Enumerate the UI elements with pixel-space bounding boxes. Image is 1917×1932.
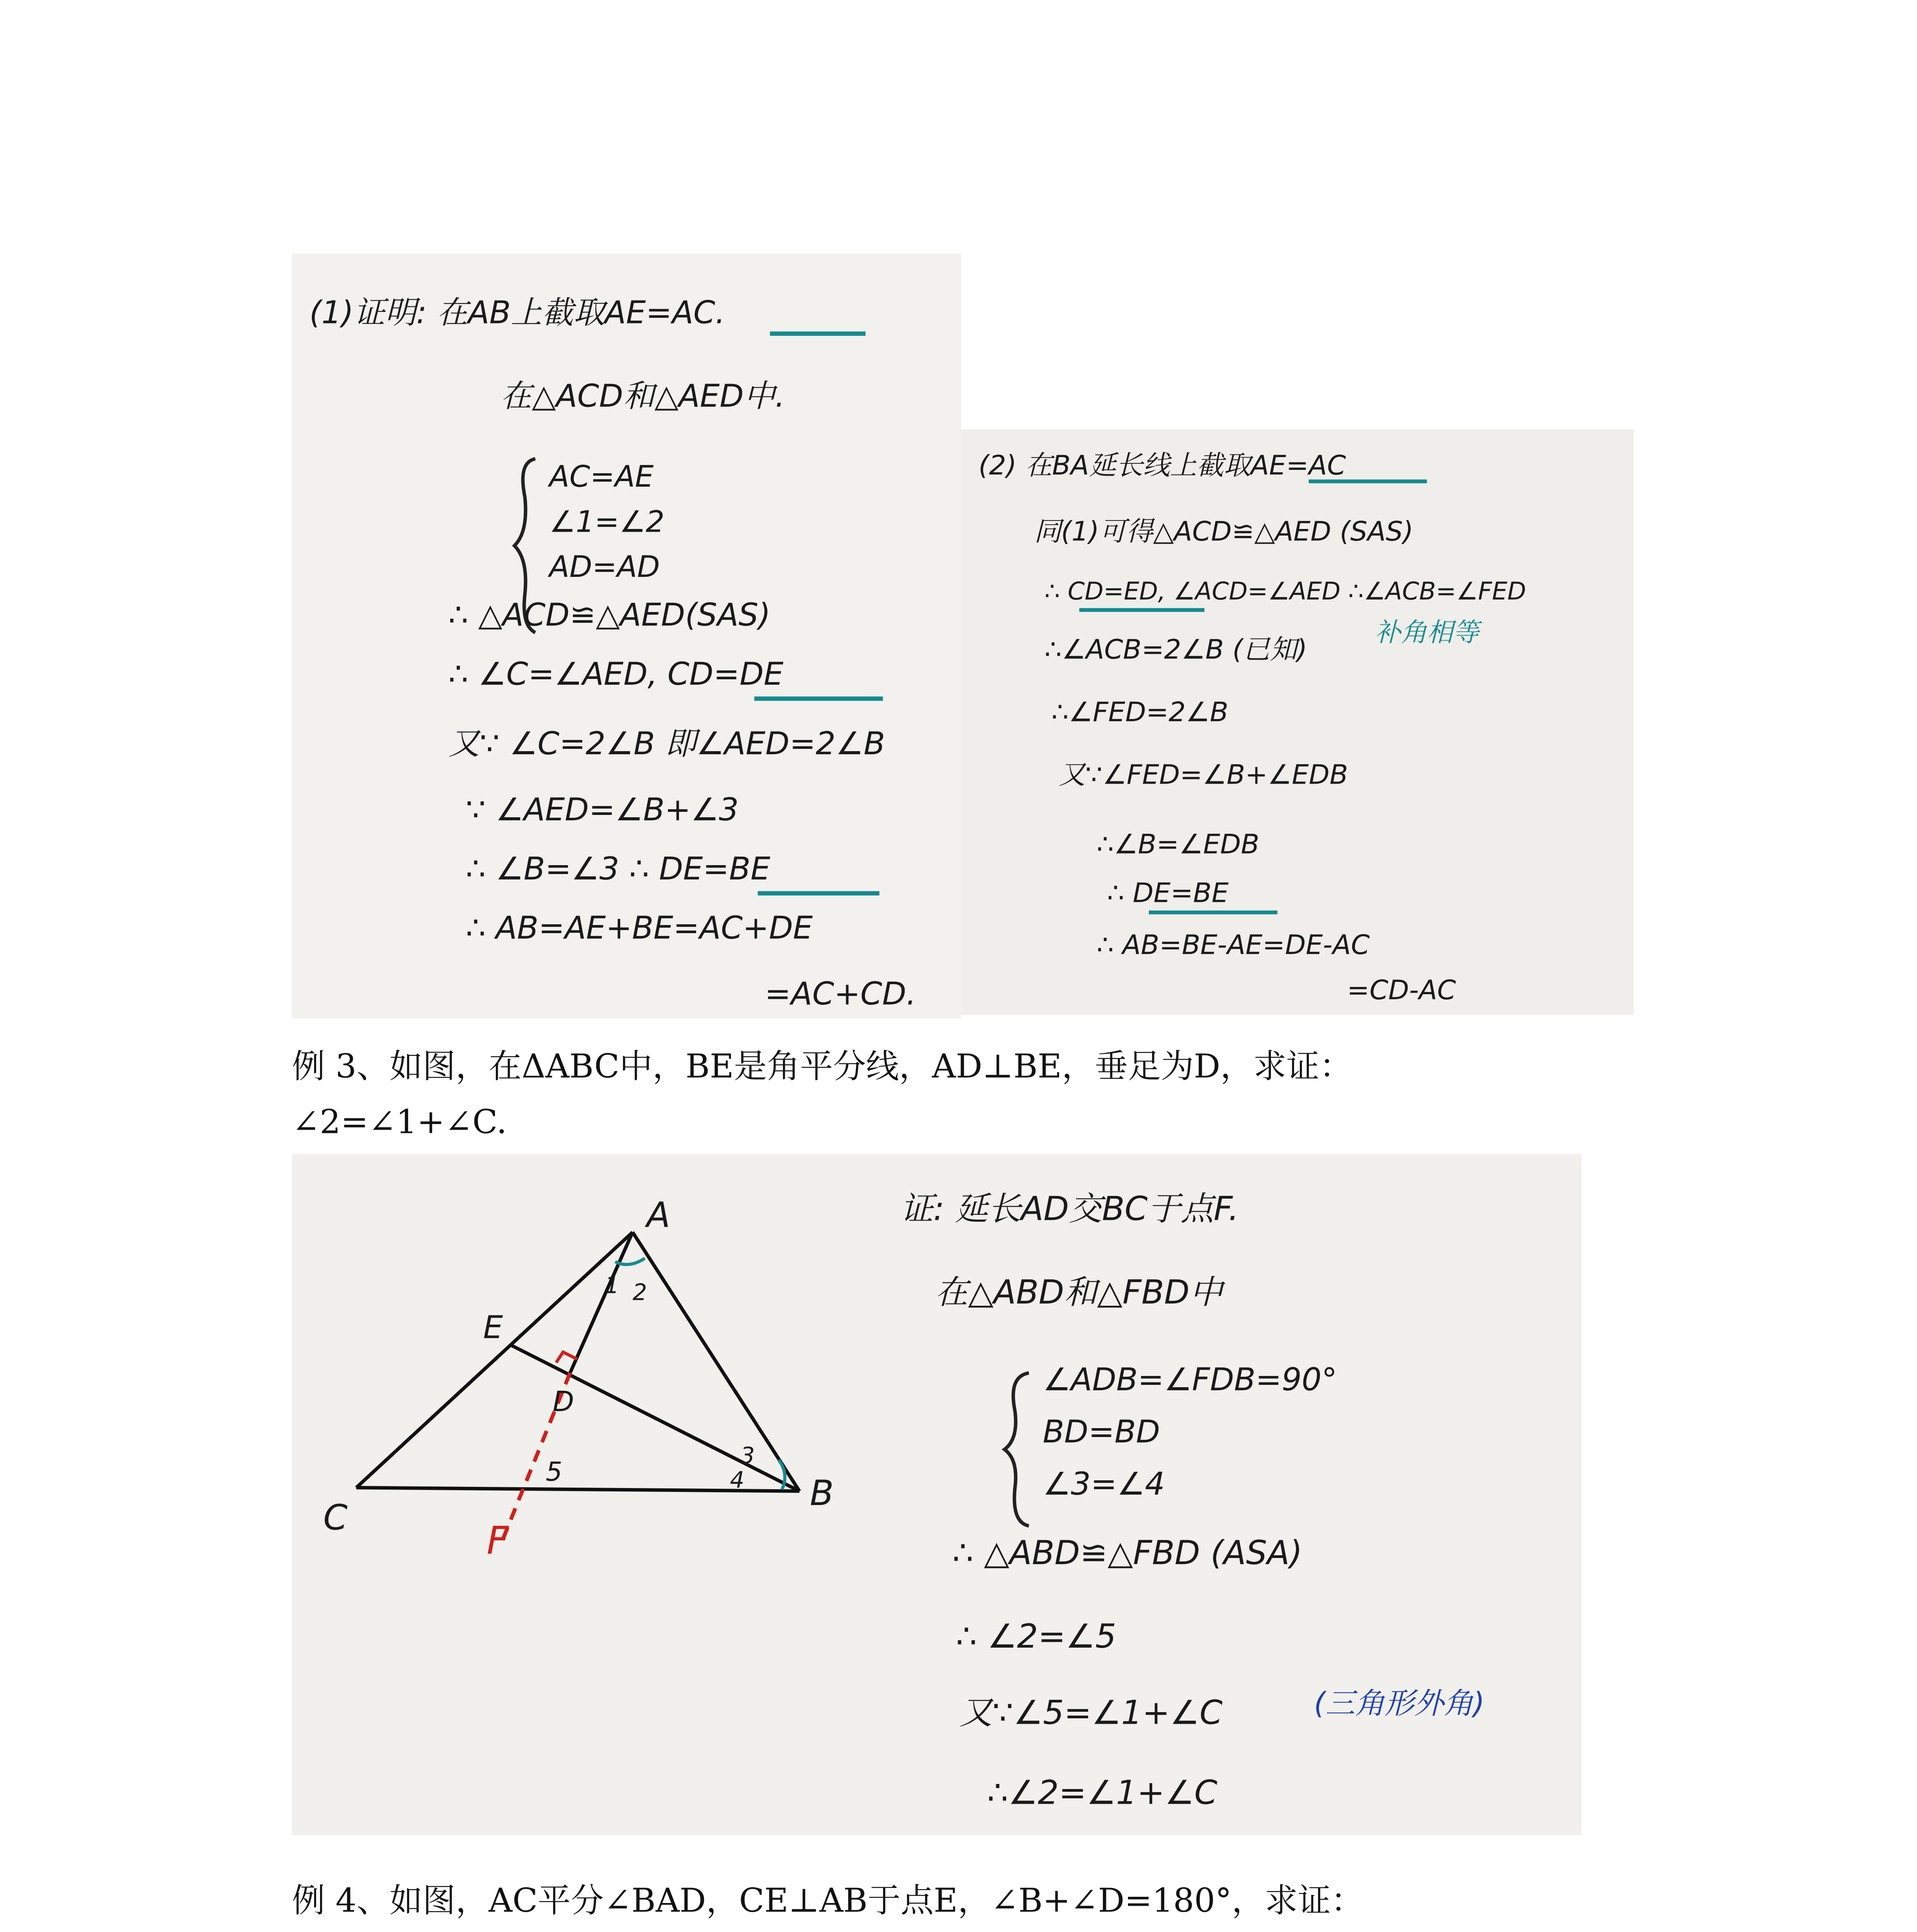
- label-b: B: [810, 1473, 834, 1514]
- angle-label-1: 1: [605, 1272, 619, 1299]
- proof2-note: 补角相等: [1374, 617, 1479, 648]
- example4-line1: 例 4、如图，AC平分∠BAD，CE⊥AB于点E，∠B+∠D=180°，求证：: [292, 1882, 1364, 1920]
- angle-label-2: 2: [633, 1279, 647, 1306]
- solution-line: 又∵∠5=∠1+∠C: [959, 1694, 1223, 1732]
- triangle-diagram-svg: [292, 1154, 1582, 1835]
- segment-ad: [570, 1232, 633, 1373]
- angle-label-5: 5: [546, 1456, 563, 1487]
- proof1-line: ∴ ∠C=∠AED, CD=DE: [448, 656, 784, 693]
- brace-icon: [1005, 1373, 1029, 1526]
- label-d: D: [553, 1385, 574, 1418]
- proof1-line: ∴ ∠B=∠3 ∴ DE=BE: [466, 850, 771, 887]
- proof1-line: 又∵ ∠C=2∠B 即∠AED=2∠B: [448, 726, 885, 762]
- example3-line1: 例 3、如图，在ΔABC中，BE是角平分线，AD⊥BE，垂足为D，求证：: [292, 1048, 1352, 1087]
- angle-label-3: 3: [740, 1442, 755, 1469]
- proof1-line: ∵ ∠AED=∠B+∠3: [466, 791, 739, 828]
- solution-line: 证: 延长AD交BC于点F.: [900, 1190, 1239, 1228]
- proof1-line: AC=AE: [549, 459, 654, 494]
- handwritten-proof-photo-part1: [292, 254, 961, 1019]
- solution-line: ∴ ∠2=∠5: [956, 1617, 1116, 1656]
- solution-line: ∠3=∠4: [1043, 1466, 1165, 1503]
- handwritten-solution-photo: [292, 1154, 1582, 1835]
- proof1-line: ∠1=∠2: [549, 505, 665, 539]
- proof2-line: 同(1)可得△ACD≌△AED (SAS): [1034, 515, 1414, 547]
- proof2-line: ∴ AB=BE-AE=DE-AC: [1097, 929, 1370, 961]
- solution-line: BD=BD: [1043, 1414, 1160, 1451]
- example3-line2: ∠2=∠1+∠C.: [292, 1104, 507, 1142]
- proof2-line: 又∵∠FED=∠B+∠EDB: [1058, 759, 1348, 791]
- solution-note: (三角形外角): [1314, 1686, 1485, 1721]
- proof1-line: AD=AD: [549, 550, 660, 585]
- proof2-line: =CD-AC: [1347, 975, 1456, 1006]
- solution-line: 在△ABD和△FBD中: [935, 1273, 1223, 1312]
- solution-line: ∴∠2=∠1+∠C: [987, 1774, 1218, 1812]
- proof1-line: 在△ACD和△AED中.: [500, 378, 785, 415]
- label-a: A: [646, 1195, 670, 1236]
- proof1-line: =AC+CD.: [764, 976, 917, 1012]
- handwritten-proof-part2-svg: [961, 429, 1634, 1015]
- solution-line: ∴ △ABD≌△FBD (ASA): [952, 1534, 1303, 1572]
- proof1-line: (1)证明: 在AB上截取AE=AC.: [309, 294, 725, 331]
- proof2-line: ∴ CD=ED, ∠ACD=∠AED ∴∠ACB=∠FED: [1044, 577, 1526, 605]
- handwritten-proof-photo-part2: [961, 429, 1634, 1015]
- proof2-line: ∴∠ACB=2∠B (已知): [1044, 634, 1308, 665]
- label-e: E: [483, 1310, 503, 1346]
- proof2-line: ∴ DE=BE: [1107, 877, 1229, 909]
- segment-ab: [633, 1232, 799, 1491]
- proof2-line: ∴∠B=∠EDB: [1097, 828, 1260, 860]
- handwritten-proof-part1-svg: [292, 254, 961, 1019]
- segment-ca: [356, 1232, 633, 1488]
- proof1-line: ∴ △ACD≌△AED(SAS): [448, 597, 771, 634]
- label-f: F: [486, 1518, 509, 1563]
- label-c: C: [323, 1497, 348, 1538]
- proof2-line: ∴∠FED=2∠B: [1051, 696, 1228, 728]
- angle-label-4: 4: [730, 1467, 745, 1493]
- solution-line: ∠ADB=∠FDB=90°: [1043, 1362, 1337, 1398]
- proof1-line: ∴ AB=AE+BE=AC+DE: [466, 910, 813, 946]
- proof2-line: (2) 在BA延长线上截取AE=AC: [978, 449, 1346, 481]
